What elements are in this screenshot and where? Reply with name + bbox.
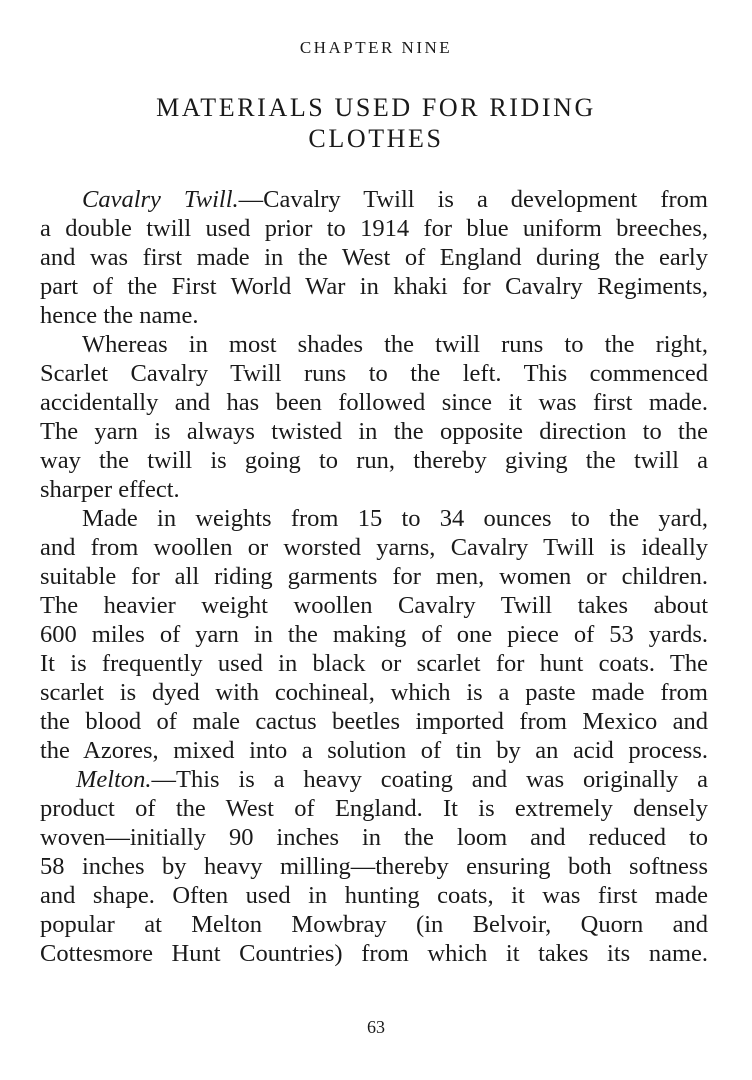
text-line: It is frequently used in black or scarlet for hunt coats. The — [40, 650, 708, 677]
text-line: and from woollen or worsted yarns, Cavalry Twill is ideally — [40, 534, 708, 561]
text-line: the Azores, mixed into a solution of tin by an acid process. — [40, 737, 708, 764]
text-line: accidentally and has been followed since it was first made. — [40, 389, 708, 416]
text-fragment: —This is a heavy coating and was originally a — [151, 766, 708, 793]
text-line: way the twill is going to run, thereby giving the twill a — [40, 447, 708, 474]
text-line: Scarlet Cavalry Twill runs to the left. This commenced — [40, 360, 708, 387]
text-line: sharper effect. — [40, 476, 180, 503]
chapter-heading: CHAPTER NINE — [299, 38, 453, 57]
text-line: and shape. Often used in hunting coats, it was first made — [40, 882, 708, 909]
text-line: hence the name. — [40, 302, 199, 329]
text-line: scarlet is dyed with cochineal, which is a paste made from — [40, 679, 708, 706]
text-line: 58 inches by heavy milling—thereby ensuring both softness — [40, 853, 708, 880]
text-line: the blood of male cactus beetles imported from Mexico and — [40, 708, 708, 735]
text-line: popular at Melton Mowbray (in Belvoir, Quorn and — [40, 911, 708, 938]
text-line: and was first made in the West of England during the early — [40, 244, 708, 271]
paragraph-cavalry-twill-line — [40, 185, 708, 214]
text-line: The yarn is always twisted in the opposite direction to the — [40, 418, 708, 445]
text-line: 600 miles of yarn in the making of one piece of 53 yards. — [40, 621, 708, 648]
text-line: Whereas in most shades the twill runs to the right, — [82, 331, 708, 358]
term-melton: Melton. — [76, 766, 152, 793]
term-cavalry-twill: Cavalry Twill. — [82, 186, 239, 213]
text-line: a double twill used prior to 1914 for blue uniform breeches, — [40, 215, 708, 242]
text-line: product of the West of England. It is extremely densely — [40, 795, 708, 822]
chapter-title — [0, 92, 752, 154]
chapter-title-line-2: CLOTHES — [308, 124, 444, 153]
text-line: The heavier weight woollen Cavalry Twill takes about — [40, 592, 708, 619]
text-fragment: —Cavalry Twill is a development from — [238, 186, 708, 213]
paragraph-melton-line — [40, 765, 708, 794]
page-number: 63 — [367, 1017, 385, 1037]
body-text — [40, 185, 708, 968]
text-line: Made in weights from 15 to 34 ounces to the yard, — [82, 505, 708, 532]
text-line: part of the First World War in khaki for Cavalry Regiments, — [40, 273, 708, 300]
text-line: suitable for all riding garments for men, women or children. — [40, 563, 708, 590]
chapter-title-line-1: MATERIALS USED FOR RIDING — [156, 93, 596, 122]
text-line: Cottesmore Hunt Countries) from which it takes its name. — [40, 940, 708, 967]
text-line: woven—initially 90 inches in the loom and reduced to — [40, 824, 708, 851]
